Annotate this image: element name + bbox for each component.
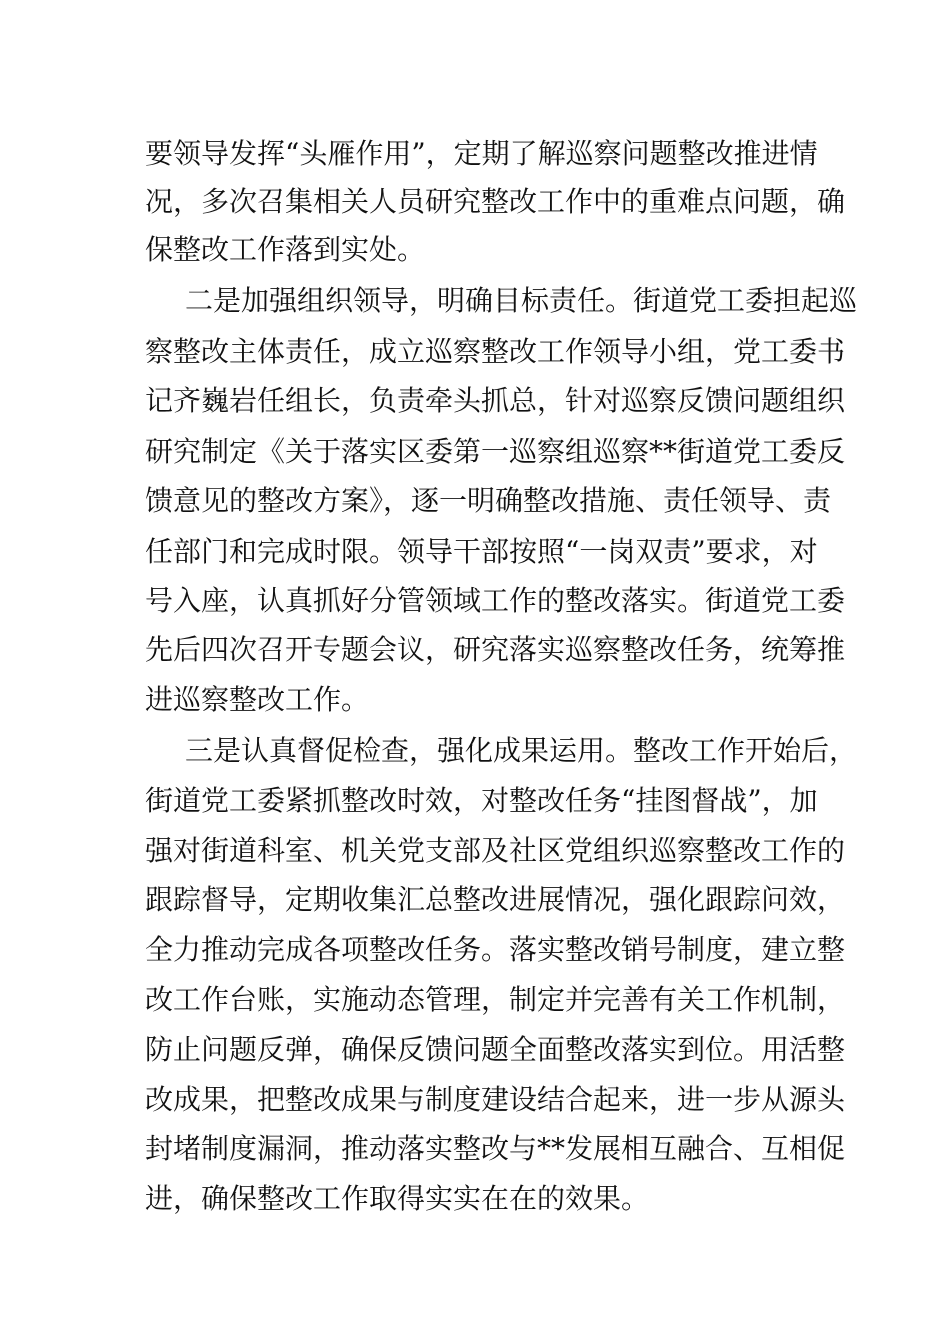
text-line: 改成果，把整改成果与制度建设结合起来，进一步从源头 [145,1083,846,1116]
text-line: 研究制定《关于落实区委第一巡察组巡察**街道党工委反 [145,435,846,468]
text-line: 要领导发挥“头雁作用”，定期了解巡察问题整改推进情 [145,137,818,170]
text-line: 强对街道科室、机关党支部及社区党组织巡察整改工作的 [145,834,846,867]
text-line: 察整改主体责任，成立巡察整改工作领导小组，党工委书 [145,335,846,368]
text-line: 号入座，认真抓好分管领域工作的整改落实。街道党工委 [145,584,846,617]
text-line: 先后四次召开专题会议，研究落实巡察整改任务，统筹推 [145,633,846,666]
text-line: 街道党工委紧抓整改时效，对整改任务“挂图督战”，加 [145,784,818,817]
text-line: 全力推动完成各项整改任务。落实整改销号制度，建立整 [145,933,846,966]
text-line: 任部门和完成时限。领导干部按照“一岗双责”要求，对 [145,535,818,568]
text-line: 况，多次召集相关人员研究整改工作中的重难点问题，确 [145,185,846,218]
text-line: 改工作台账，实施动态管理，制定并完善有关工作机制， [145,983,846,1016]
paragraph-start-line: 三是认真督促检查，强化成果运用。整改工作开始后， [185,734,858,767]
text-line: 封堵制度漏洞，推动落实整改与**发展相互融合、互相促 [145,1132,846,1165]
text-line: 保整改工作落到实处。 [145,233,426,266]
text-line: 馈意见的整改方案》，逐一明确整改措施、责任领导、责 [145,484,832,517]
text-line: 记齐巍岩任组长，负责牵头抓总，针对巡察反馈问题组织 [145,384,846,417]
paragraph-start-line: 二是加强组织领导，明确目标责任。街道党工委担起巡 [185,284,858,317]
text-line: 防止问题反弹，确保反馈问题全面整改落实到位。用活整 [145,1033,846,1066]
text-line: 跟踪督导，定期收集汇总整改进展情况，强化跟踪问效， [145,883,846,916]
text-line: 进巡察整改工作。 [145,683,370,716]
text-line: 进，确保整改工作取得实实在在的效果。 [145,1182,650,1215]
